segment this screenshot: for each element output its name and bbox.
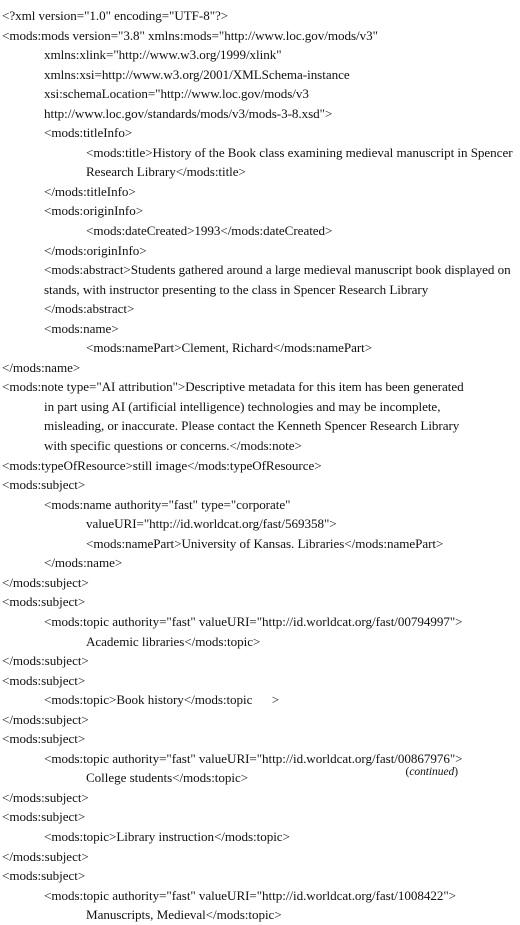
xml-line: <mods:subject> — [2, 809, 86, 825]
continued-label: continued — [409, 766, 455, 778]
xml-line: </mods:name> — [44, 555, 123, 571]
xml-line: </mods:subject> — [2, 574, 89, 590]
xml-line: <mods:topic authority="fast" valueURI="http://id.worldcat.org/fast/1008422"> — [44, 887, 456, 903]
xml-line: <mods:note type="AI attribution">Descriptive metadata for this item has been generated — [2, 379, 464, 395]
xml-line: <mods:subject> — [2, 672, 86, 688]
xml-line: <mods:typeOfResource>still image</mods:typeOfResource> — [2, 457, 322, 473]
xml-line: College students</mods:topic> — [86, 770, 249, 786]
xml-line: </mods:subject> — [2, 848, 89, 864]
xml-line: <mods:topic>Library instruction</mods:topic> — [44, 828, 290, 844]
xml-line: <mods:topic authority="fast" valueURI="http://id.worldcat.org/fast/00794997"> — [44, 613, 463, 629]
xml-line: stands, with instructor presenting to the class in Spencer Research Library — [44, 281, 429, 297]
xml-line: misleading, or inaccurate. Please contact the Kenneth Spencer Research Library — [44, 418, 460, 434]
xml-line: <mods:topic>Book history</mods:topic > — [44, 692, 280, 708]
xml-line: <mods:subject> — [2, 477, 86, 493]
xml-line: Academic libraries</mods:topic> — [86, 633, 261, 649]
xml-line: </mods:titleInfo> — [44, 183, 136, 199]
xml-line: </mods:name> — [2, 359, 81, 375]
xml-line: <mods:dateCreated>1993</mods:dateCreated> — [86, 223, 333, 239]
xml-line: </mods:subject> — [2, 711, 89, 727]
xml-line: <mods:subject> — [2, 731, 86, 747]
xml-line: <mods:mods version="3.8" xmlns:mods="http://www.loc.gov/mods/v3" — [2, 27, 378, 43]
xml-line: with specific questions or concerns.</mods:note> — [44, 438, 302, 454]
xml-line: in part using AI (artificial intelligence) technologies and may be incomplete, — [44, 398, 441, 414]
xml-line: <mods:originInfo> — [44, 203, 144, 219]
xml-line: valueURI="http://id.worldcat.org/fast/569358"> — [86, 516, 337, 532]
xml-line: </mods:abstract> — [44, 301, 135, 317]
xml-line: <mods:abstract>Students gathered around a large medieval manuscript book displayed on — [44, 262, 511, 278]
xml-line: <mods:name> — [44, 320, 119, 336]
xml-line: </mods:subject> — [2, 789, 89, 805]
xml-line: </mods:subject> — [2, 653, 89, 669]
xml-line: <mods:subject> — [2, 594, 86, 610]
xml-line: <mods:topic authority="fast" valueURI="http://id.worldcat.org/fast/00867976"> — [44, 750, 463, 766]
xml-line: Manuscripts, Medieval</mods:topic> — [86, 907, 282, 923]
xml-line: xsi:schemaLocation="http://www.loc.gov/mods/v3 — [44, 86, 309, 102]
xml-line: <mods:subject> — [2, 868, 86, 884]
xml-line: <?xml version="1.0" encoding="UTF-8"?> — [2, 8, 229, 23]
xml-line: xmlns:xsi=http://www.w3.org/2001/XMLSchema-instance — [44, 66, 350, 82]
continued-note: (continued) — [405, 766, 458, 778]
xml-line: </mods:originInfo> — [44, 242, 147, 258]
xml-line: <mods:titleInfo> — [44, 125, 133, 141]
xml-line: xmlns:xlink="http://www.w3.org/1999/xlink" — [44, 47, 282, 63]
xml-line: <mods:namePart>University of Kansas. Libraries</mods:namePart> — [86, 535, 444, 551]
xml-line: <mods:namePart>Clement, Richard</mods:namePart> — [86, 340, 373, 356]
xml-line: <mods:title>History of the Book class examining medieval manuscript in Spencer — [86, 144, 513, 160]
xml-line: Research Library</mods:title> — [86, 164, 246, 180]
xml-line: http://www.loc.gov/standards/mods/v3/mods-3-8.xsd"> — [44, 105, 333, 121]
xml-line: <mods:name authority="fast" type="corporate" — [44, 496, 291, 512]
